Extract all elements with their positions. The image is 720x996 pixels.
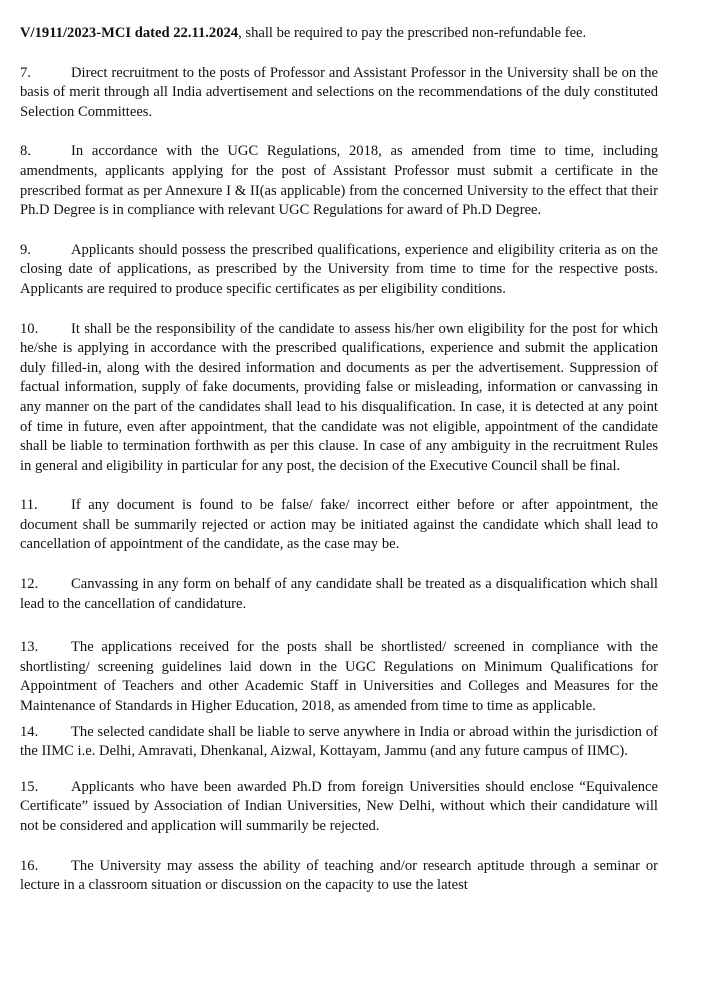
clause-text: The applications received for the posts shall be shortlisted/ screened in compliance with the shortlisting/ screening guidelines laid down in the UGC Regulations on Minimum Qualifications for Appointment of Teachers and other Academic Staff in Universities and Colleges and Measures for the Maintenance of Standards in Higher Education, 2018, as amended from time to time as applicable. xyxy=(20,639,658,715)
clause-number: 14. xyxy=(20,723,39,740)
clause-number: 7. xyxy=(20,64,31,81)
clause-7 xyxy=(20,64,658,123)
clause-text: It shall be the responsibility of the candidate to assess his/her own eligibility for the post for which he/she is applying in accordance with the prescribed qualifications, experience and submit the application duly filled-in, along with the desired information and documents as per the advertisement. Suppression of factual information, supply of fake documents, providing false or misleading, information or canvassing in any manner on the part of the candidates shall lead to his disqualification. In case, it is detected at any point of time in future, even after appointment, that the candidate was not eligible, appointment of the candidate shall be liable to termination forthwith as per this clause. In case of any ambiguity in the recruitment Rules in general and eligibility in particular for any post, the decision of the Executive Council shall be final. xyxy=(20,320,658,474)
clause-text: Direct recruitment to the posts of Professor and Assistant Professor in the University shall be on the basis of merit through all India advertisement and selections on the recommendations of the duly constituted Selection Committees. xyxy=(20,64,658,120)
clause-number: 11. xyxy=(20,497,38,514)
clause-number: 9. xyxy=(20,241,31,258)
clause-text: Canvassing in any form on behalf of any candidate shall be treated as a disqualification which shall lead to the cancellation of candidature. xyxy=(20,576,658,612)
clause-number: 8. xyxy=(20,143,31,160)
clause-11 xyxy=(20,496,658,555)
clause-15 xyxy=(20,778,658,837)
clause-number: 13. xyxy=(20,639,39,656)
document-page xyxy=(20,24,658,896)
clause-10 xyxy=(20,320,658,477)
clause-8 xyxy=(20,142,658,220)
intro-text: , shall be required to pay the prescribed non-refundable fee. xyxy=(238,25,587,41)
clause-number: 15. xyxy=(20,778,39,795)
clause-text: Applicants should possess the prescribed qualifications, experience and eligibility criteria as on the closing date of applications, as prescribed by the University from time to time for the respective posts. Applicants are required to produce specific certificates as per eligibility conditions. xyxy=(20,241,658,297)
clause-text: Applicants who have been awarded Ph.D from foreign Universities should enclose “Equivalence Certificate” issued by Association of Indian Universities, New Delhi, without which their candidature will not be considered and application will summarily be rejected. xyxy=(20,778,658,834)
reference-number: V/1911/2023-MCI dated 22.11.2024 xyxy=(20,25,239,41)
clause-text: The selected candidate shall be liable to serve anywhere in India or abroad within the jurisdiction of the IIMC i.e. Delhi, Amravati, Dhenkanal, Aizwal, Kottayam, Jammu (and any future campus of IIMC). xyxy=(20,723,658,760)
clause-text: The University may assess the ability of teaching and/or research aptitude through a seminar or lecture in a classroom situation or discussion on the capacity to use the latest xyxy=(20,857,658,894)
clause-12 xyxy=(20,575,658,614)
clause-14 xyxy=(20,723,658,762)
clause-9 xyxy=(20,241,658,300)
clause-number: 12. xyxy=(20,576,39,593)
clause-16 xyxy=(20,857,658,896)
clause-13 xyxy=(20,638,658,716)
intro-paragraph xyxy=(20,24,658,44)
clause-number: 10. xyxy=(20,320,39,337)
clause-number: 16. xyxy=(20,857,39,874)
clause-text: In accordance with the UGC Regulations, 2018, as amended from time to time, including amendments, applicants applying for the post of Assistant Professor must submit a certificate in the prescribed format as per Annexure I & II(as applicable) from the concerned University to the effect that their Ph.D Degree is in compliance with relevant UGC Regulations for award of Ph.D Degree. xyxy=(20,143,658,219)
clause-text: If any document is found to be false/ fake/ incorrect either before or after appointment, the document shall be summarily rejected or action may be initiated against the candidate which shall lead to cancellation of appointment of the candidate, as the case may be. xyxy=(20,497,658,553)
